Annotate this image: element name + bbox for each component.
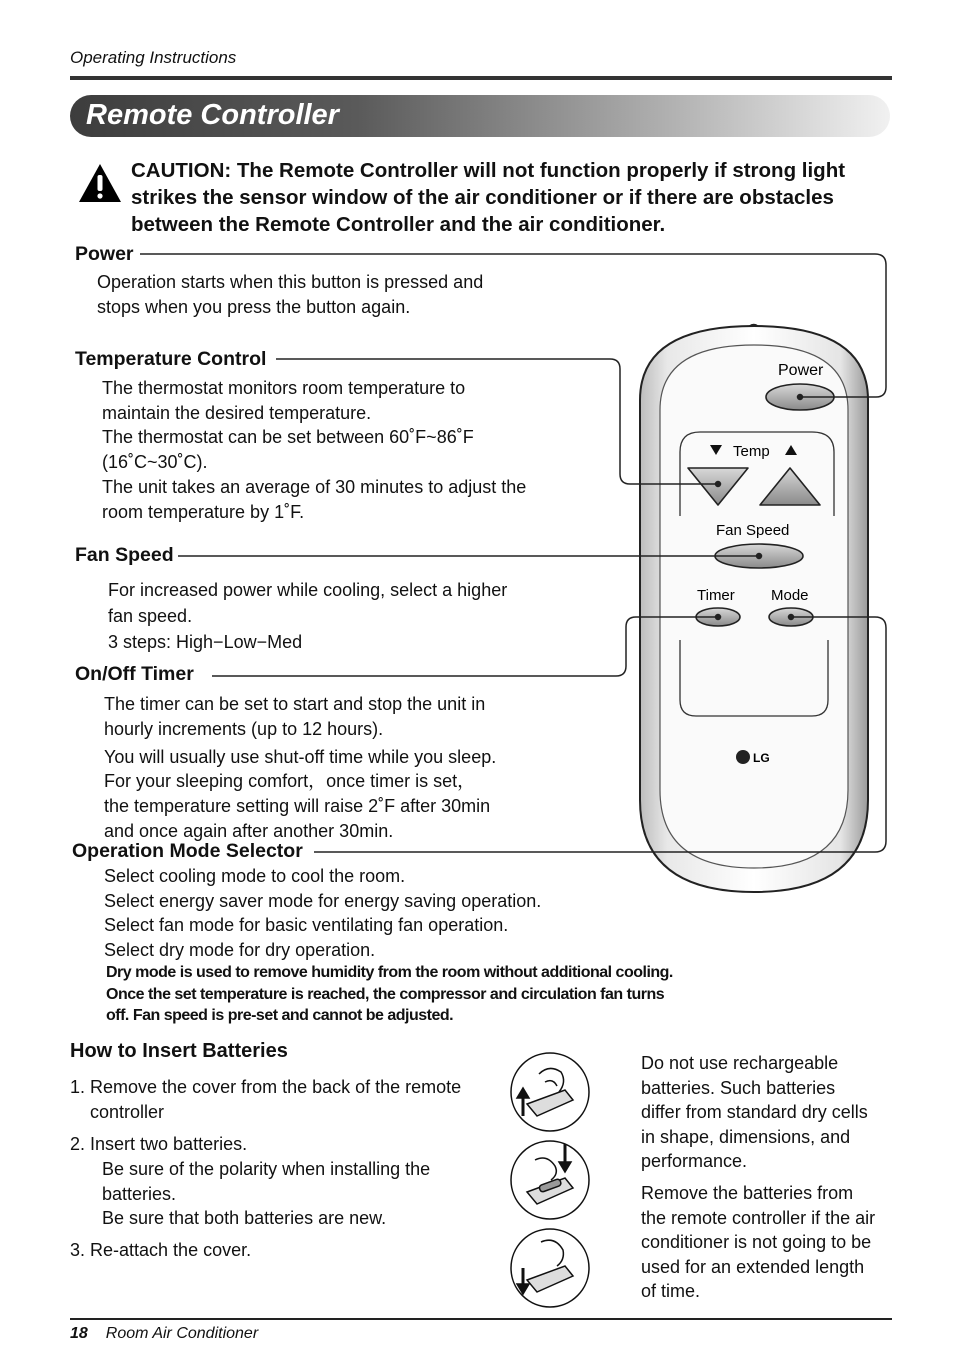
batteries-title: How to Insert Batteries xyxy=(70,1040,288,1062)
mode-description: Select cooling mode to cool the room. Select energy saver mode for energy saving operation. Select fan mode for basic ventilating fan operation. Select dry mode for dry operation. xyxy=(104,866,542,960)
page-title: Remote Controller xyxy=(86,99,339,131)
timer-title: On/Off Timer xyxy=(75,663,194,685)
fan-speed-description: For increased power while cooling, select a higher fan speed. 3 steps: High−Low−Med xyxy=(108,580,508,652)
remote-temp-label: Temp xyxy=(733,443,770,460)
battery-step-2: 2. Insert two batteries. xyxy=(70,1134,248,1154)
remote-timer-label: Timer xyxy=(697,587,735,604)
battery-step-3: 3. Re-attach the cover. xyxy=(70,1240,252,1260)
footer-title: Room Air Conditioner xyxy=(105,1325,259,1342)
dry-mode-note: Dry mode is used to remove humidity from the room without additional cooling. Once the set temperature is reached, the compressor and circulation fan turns off. Fan speed is pre-set and cannot be adjusted. xyxy=(106,964,673,1024)
remote-mode-label: Mode xyxy=(771,587,809,604)
section-header: Operating Instructions xyxy=(70,48,237,67)
battery-step-1: 1. Remove the cover from the back of the remote controller xyxy=(70,1077,462,1122)
power-title: Power xyxy=(75,243,134,265)
fan-speed-title: Fan Speed xyxy=(75,544,174,566)
remote-power-label: Power xyxy=(778,362,824,379)
remove-batteries-warning: Remove the batteries from the remote controller if the air conditioner is not going to be used for an extended length of time. xyxy=(641,1183,876,1302)
caution-text: CAUTION: The Remote Controller will not function properly if strong light strikes the sensor window of the air conditioner or if there are obstacles between the Remote Controller and the air conditioner. xyxy=(131,159,846,236)
reattach-cover-illustration xyxy=(511,1229,589,1307)
battery-step-2-notes: Be sure of the polarity when installing the batteries. Be sure that both batteries are new. xyxy=(102,1159,431,1228)
insert-batteries-illustration xyxy=(511,1141,589,1219)
remote-brand: LG xyxy=(753,751,770,765)
power-description: Operation starts when this button is pressed and stops when you press the button again. xyxy=(97,272,484,317)
page-footer xyxy=(70,1325,258,1343)
temperature-title: Temperature Control xyxy=(75,348,267,370)
battery-illustrations xyxy=(505,1052,597,1310)
remote-fan-label: Fan Speed xyxy=(716,522,790,539)
page-number: 18 xyxy=(70,1325,88,1342)
timer-description: The timer can be set to start and stop the unit in hourly increments (up to 12 hours). You will usually use shut-off time while you sleep. For your sleeping comfort，once timer is set， the temperature setting will raise 2˚F after 30min and once again after another 30min. xyxy=(104,694,497,841)
footer-rule xyxy=(70,1318,892,1320)
mode-title: Operation Mode Selector xyxy=(72,840,303,862)
rechargeable-warning: Do not use rechargeable batteries. Such batteries differ from standard dry cells in shape, dimensions, and performance. xyxy=(641,1053,868,1172)
temperature-description: The thermostat monitors room temperature to maintain the desired temperature. The thermostat can be set between 60˚F~86˚F (16˚C~30˚C). The unit takes an average of 30 minutes to adjust the room temperature by 1˚F. xyxy=(102,378,527,522)
lg-logo-icon xyxy=(736,750,750,764)
remove-cover-illustration xyxy=(511,1053,589,1131)
